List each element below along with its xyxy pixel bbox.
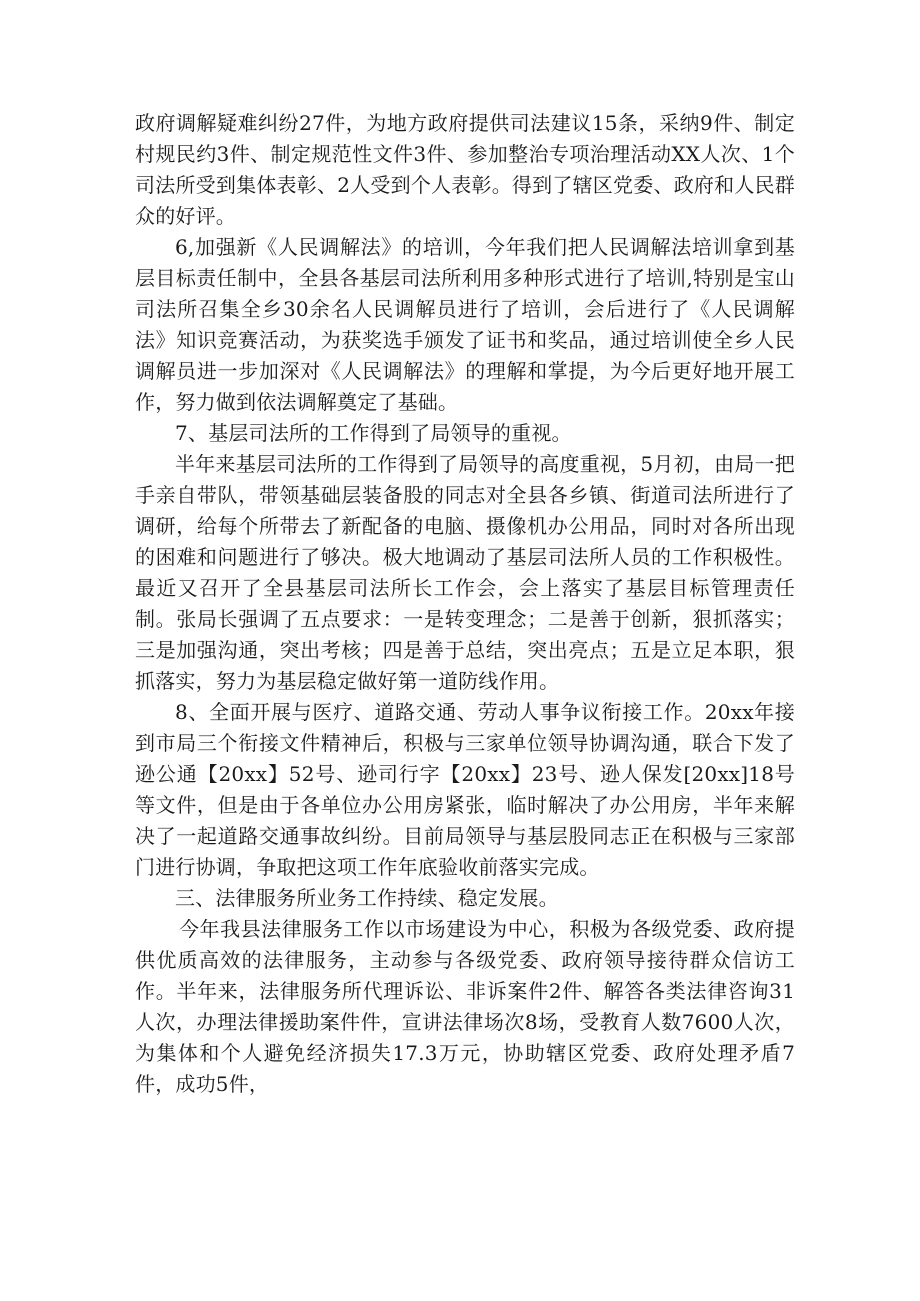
paragraph-heading-7: 7、基层司法所的工作得到了局领导的重视。 — [175, 421, 572, 445]
paragraph-heading-8: 8、全面开展与医疗、道路交通、劳动人事争议衔接工作。20xx年接到市局三个衔接文件精神后，积极与三家单位领导协调沟通，联合下发了逊公通【20xx】52号、逊司行字【20xx】23号、逊人保发[20xx]18号等文件，但是由于各单位办公用房紧张，临时解决了办公用房，半年来解决了一起道路交通事故纠纷。目前局领导与基层股同志正在积极与三家部门进行协调，争取把这项工作年底验收前落实完成。 — [135, 700, 795, 879]
paragraph-training: 6,加强新《人民调解法》的培训，今年我们把人民调解法培训拿到基层目标责任制中，全县各基层司法所利用多种形式进行了培训,特别是宝山司法所召集全乡30余名人民调解员进行了培训，会后进行了《人民调解法》知识竞赛活动，为获奖选手颁发了证书和奖品，通过培训使全乡人民调解员进一步加深对《人民调解法》的理解和掌提，为今后更好地开展工作，努力做到依法调解奠定了基础。 — [135, 235, 795, 414]
paragraph-continuation: 政府调解疑难纠纷27件，为地方政府提供司法建议15条，采纳9件、制定村规民约3件、制定规范性文件3件、参加整治专项治理活动XX人次、1个司法所受到集体表彰、2人受到个人表彰。得到了辖区党委、政府和人民群众的好评。 — [135, 111, 795, 228]
paragraph-section-3-heading: 三、法律服务所业务工作持续、稳定发展。 — [175, 886, 559, 910]
paragraph-leadership: 半年来基层司法所的工作得到了局领导的高度重视，5月初，由局一把手亲自带队，带领基础层装备股的同志对全县各乡镇、街道司法所进行了调研，给每个所带去了新配备的电脑、摄像机办公用品，同时对各所出现的困难和问题进行了够决。极大地调动了基层司法所人员的工作积极性。最近又召开了全县基层司法所长工作会，会上落实了基层目标管理责任制。张局长强调了五点要求：一是转变理念；二是善于创新，狠抓落实；三是加强沟通，突出考核；四是善于总结，突出亮点；五是立足本职，狠抓落实，努力为基层稳定做好第一道防线作用。 — [135, 452, 795, 693]
document-body — [135, 108, 795, 1100]
paragraph-legal-services: 今年我县法律服务工作以市场建设为中心，积极为各级党委、政府提供优质高效的法律服务，主动参与各级党委、政府领导接待群众信访工作。半年来，法律服务所代理诉讼、非诉案件2件、解答各类法律咨询31人次，办理法律援助案件件，宣讲法律场次8场，受教育人数7600人次，为集体和个人避免经济损失17.3万元，协助辖区党委、政府处理矛盾7件，成功5件， — [135, 917, 795, 1096]
